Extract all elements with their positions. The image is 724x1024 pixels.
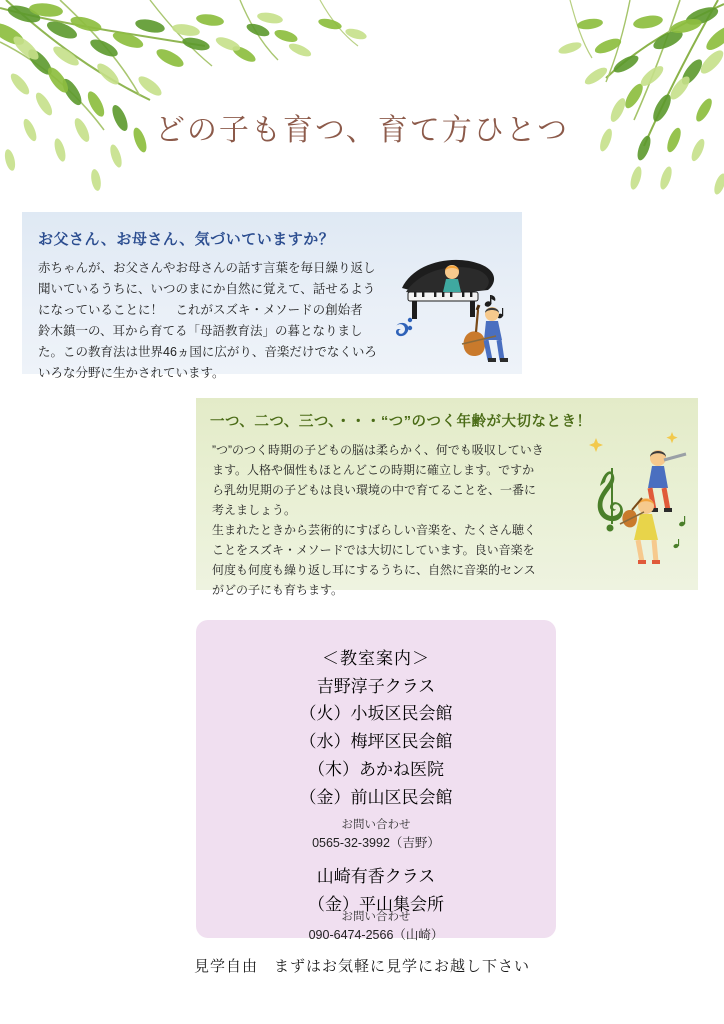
body-line: ”つ”のつく時期の子どもの脳は柔らかく、何でも吸収していき <box>212 443 544 457</box>
body-line: 考えましょう。 <box>212 503 297 517</box>
info-panel-parents <box>22 212 522 380</box>
piano-and-cello-illustration-icon <box>392 248 518 366</box>
class2-contact-tel[interactable]: 090-6474-2566（山崎） <box>308 928 444 942</box>
class-info-card <box>196 620 556 942</box>
violin-and-flute-children-illustration-icon <box>586 428 694 578</box>
body-line: いろな分野に生かされています。 <box>38 366 225 380</box>
page-title: どの子も育つ、育て方ひとつ <box>154 113 570 148</box>
schedule-item: （金）平山集会所 <box>308 895 444 914</box>
info-panel-ages-body <box>212 440 584 600</box>
class-info-title: ＜教室案内＞ <box>322 649 430 668</box>
class1-contact-label: お問い合わせ <box>341 819 411 831</box>
schedule-item: （木）あかね医院 <box>308 760 444 779</box>
body-line: 聞いているうちに、いつのまにか自然に覚えて、話せるよう <box>38 282 376 296</box>
schedule-item: （金）前山区民会館 <box>299 788 453 807</box>
info-panel-parents-heading: お父さん、お母さん、気づいていますか？ <box>38 231 335 248</box>
body-line: 赤ちゃんが、お父さんやお母さんの話す言葉を毎日繰り返し <box>38 261 376 275</box>
info-panel-parents-body <box>38 258 390 384</box>
body-line: た。この教育法は世界46ヵ国に広がり、音楽だけでなくいろ <box>38 345 377 359</box>
info-panel-ages <box>196 398 698 597</box>
class1-schedule <box>196 700 556 812</box>
class2-name: 山崎有香クラス <box>316 867 436 886</box>
body-line: がどの子にも育ちます。 <box>212 583 344 597</box>
body-line: ことをスズキ・メソードでは大切にしています。良い音楽を <box>212 543 535 557</box>
body-line: になっていることに！ これがスズキ・メソードの創始者 <box>38 303 363 317</box>
footer-note: 見学自由 まずはお気軽に見学にお越し下さい <box>193 958 530 975</box>
schedule-item: （火）小坂区民会館 <box>299 704 453 723</box>
class1-contact-tel[interactable]: 0565-32-3992（吉野） <box>312 836 440 850</box>
body-line: 生まれたときから芸術的にすばらしい音楽を、たくさん聴く <box>212 523 537 537</box>
class2-contact-label: お問い合わせ <box>341 911 411 923</box>
schedule-item: （水）梅坪区民会館 <box>299 732 453 751</box>
body-line: ます。人格や個性もほとんどこの時期に確立します。ですか <box>212 463 535 477</box>
info-panel-ages-heading: 一つ、二つ、三つ、・・・“つ”のつく年齢が大切なとき！ <box>210 414 592 430</box>
body-line: 鈴木鎮一の、耳から育てる「母語教育法」の暮となりまし <box>38 324 363 338</box>
body-line: 何度も何度も繰り返し耳にするうちに、自然に音楽的センス <box>212 563 536 577</box>
body-line: ら乳幼児期の子どもは良い環境の中で育てることを、一番に <box>212 483 537 497</box>
class1-name: 吉野淳子クラス <box>316 677 436 696</box>
